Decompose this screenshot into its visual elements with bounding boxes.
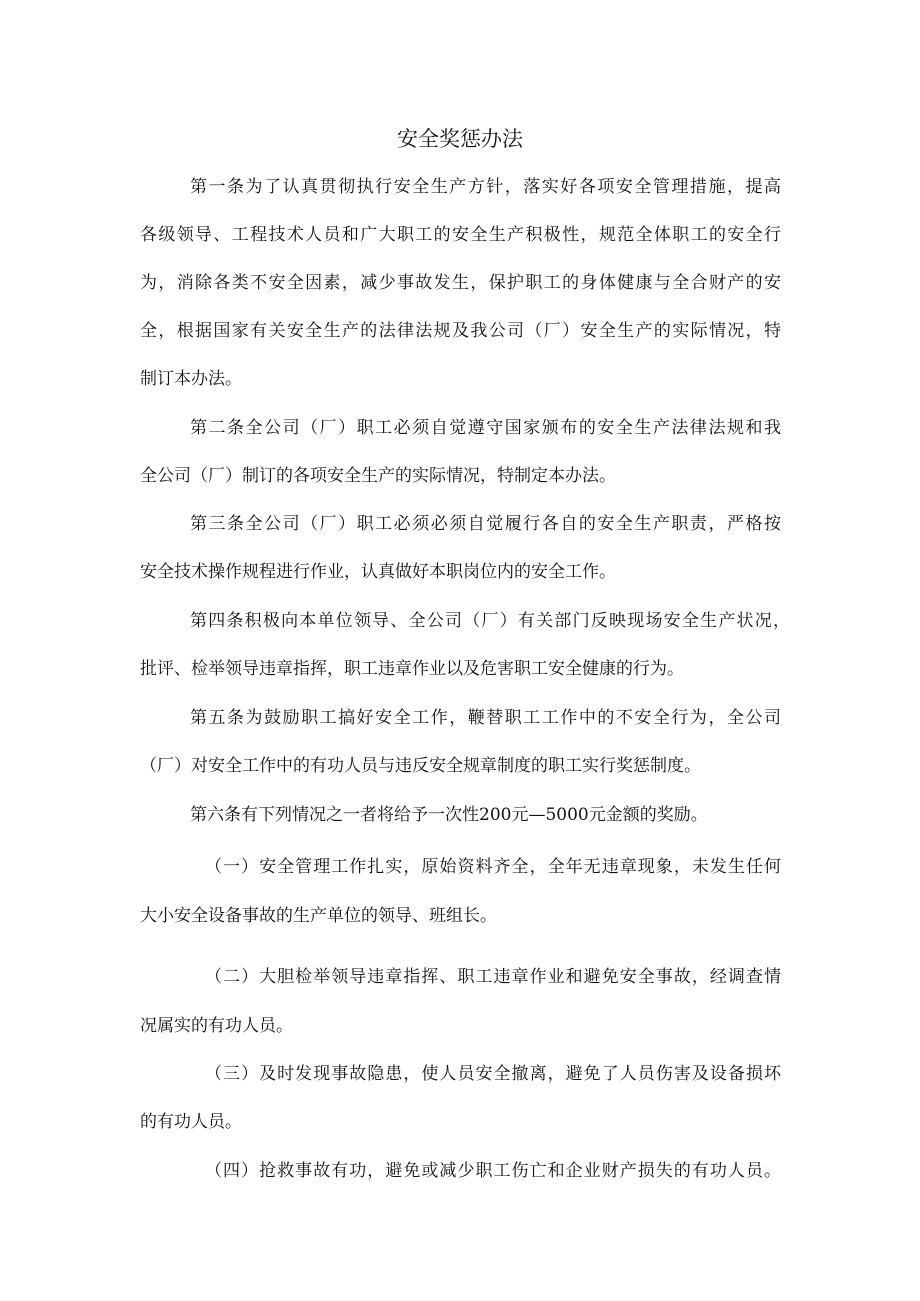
text-line: 第二条全公司（厂）职工必须自觉遵守国家颁布的安全生产法律法规和我 (190, 418, 781, 438)
text-line: 制订本办法。 (140, 369, 242, 389)
text-line: 各级领导、工程技术人员和广大职工的安全生产积极性，规范全体职工的安全行 (140, 225, 781, 245)
text-line: （四）抢救事故有功，避免或减少职工伤亡和企业财产损失的有功人员。 (205, 1161, 781, 1181)
text-line: 第一条为了认真贯彻执行安全生产方针，落实好各项安全管理措施，提高 (190, 177, 781, 197)
text-line: （厂）对安全工作中的有功人员与违反安全规章制度的职工实行奖惩制度。 (140, 756, 701, 776)
text-line: （二）大胆检举领导违章指挥、职工违章作业和避免安全事故，经调查情 (205, 967, 781, 987)
text-line: 大小安全设备事故的生产单位的领导、班组长。 (140, 906, 497, 926)
text-line: 况属实的有功人员。 (140, 1016, 293, 1036)
text-line: （三）及时发现事故隐患，使人员安全撤离，避免了人员伤害及设备损坏 (205, 1064, 781, 1084)
text-line: 第三条全公司（厂）职工必须必须自觉履行各自的安全生产职责，严格按 (190, 514, 781, 534)
text-line: 第五条为鼓励职工搞好安全工作，鞭替职工工作中的不安全行为，全公司 (190, 708, 781, 728)
text-line: 全，根据国家有关安全生产的法律法规及我公司（厂）安全生产的实际情况，特 (140, 321, 781, 341)
text-line: 为，消除各类不安全因素，减少事故发生，保护职工的身体健康与全合财产的安 (140, 273, 781, 293)
text-line: （一）安全管理工作扎实，原始资料齐全，全年无违章现象，未发生任何 (205, 857, 781, 877)
text-line: 批评、检举领导违章指挥，职工违章作业以及危害职工安全健康的行为。 (140, 659, 684, 679)
text-line: 安全技术操作规程进行作业，认真做好本职岗位内的安全工作。 (140, 562, 616, 582)
document-title: 安全奖惩办法 (397, 127, 523, 151)
text-line: 第六条有下列情况之一者将给予一次性200元—5000元金额的奖励。 (190, 805, 708, 825)
text-line: 第四条积极向本单位领导、全公司（厂）有关部门反映现场安全生产状况， (190, 611, 790, 631)
text-line: 全公司（厂）制订的各项安全生产的实际情况，特制定本办法。 (140, 466, 616, 486)
text-line: 的有功人员。 (140, 1112, 242, 1132)
